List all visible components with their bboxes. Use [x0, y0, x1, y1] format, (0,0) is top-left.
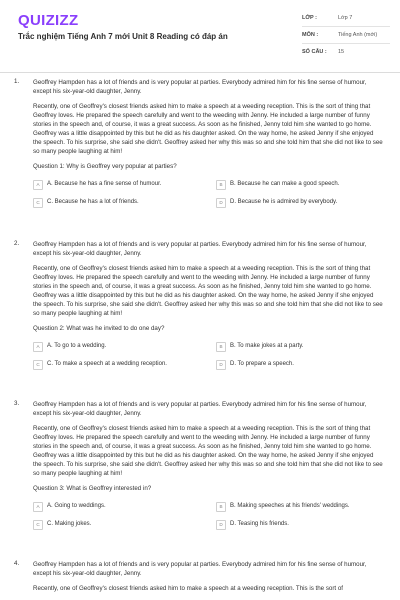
question-body: [33, 400, 383, 530]
option-letter-box: B: [216, 502, 226, 512]
passage-paragraph: Geoffrey Hampden has a lot of friends and is very popular at parties. Everybody admired him for his fine sense of humour, except his six-year-old daughter, Jenny.: [33, 561, 367, 577]
option-text: C. To make a speech at a wedding reception.: [47, 361, 167, 367]
quizizz-logo: QUIZIZZ: [18, 12, 79, 29]
option-b[interactable]: [216, 179, 383, 190]
meta-label: LỚP :: [302, 15, 317, 21]
option-text: B. Making speeches at his friends' weddings.: [230, 503, 350, 509]
option-letter-box: A: [33, 180, 43, 190]
passage-paragraph: Geoffrey Hampden has a lot of friends and is very popular at parties. Everybody admired him for his fine sense of humour, except his six-year-old daughter, Jenny.: [33, 401, 367, 417]
option-text: A. Going to weddings.: [47, 503, 106, 509]
option-letter-box: D: [216, 360, 226, 370]
option-text: D. Teasing his friends.: [230, 521, 289, 527]
meta-label: SỐ CÂU :: [302, 49, 327, 55]
option-letter-box: D: [216, 198, 226, 208]
option-c[interactable]: [33, 519, 216, 530]
answer-options: [33, 341, 383, 370]
question-body: [33, 240, 383, 370]
passage-paragraph: Recently, one of Geoffrey's closest friends asked him to make a speech at a weeding reception. This is the sort of thing that Geoffrey loves. He prepared the speech carefully and went to the weeding with Jenny. He included a large number of funny stories in the speech and, of course, it was a great success. As soon as he finished, Jenny told him she wanted to go home. Geoffrey was a little disappointed by this but he did as his daughter asked. On the way home, he asked Jenny if she enjoyed the speech. To his surprise, she said she didn't. Geoffrey asked her why this was so and she told him that she did not like to see so many people laughing at him!: [33, 265, 383, 317]
option-letter-box: A: [33, 342, 43, 352]
option-d[interactable]: [216, 359, 383, 370]
question-text: Question 1: Why is Geoffrey very popular at parties?: [33, 163, 177, 170]
option-letter-box: C: [33, 520, 43, 530]
question-number: 2.: [14, 240, 20, 247]
worksheet-header: [0, 0, 400, 72]
option-letter-box: B: [216, 180, 226, 190]
option-letter-box: C: [33, 198, 43, 208]
passage-paragraph: Geoffrey Hampden has a lot of friends and is very popular at parties. Everybody admired him for his fine sense of humour, except his six-year-old daughter, Jenny.: [33, 79, 367, 95]
passage-paragraph: Recently, one of Geoffrey's closest friends asked him to make a speech at a weeding reception. This is the sort of thing that Geoffrey loves. He prepared the speech carefully and went to the weeding with Jenny. He included a large number of funny stories in the speech and, of course, it was a great success. As soon as he finished, Jenny told him she wanted to go home. Geoffrey was a little disappointed by this but he did as his daughter asked. On the way home, he asked Jenny if she enjoyed the speech. To his surprise, she said she didn't. Geoffrey asked her why this was so and she told him that she did not like to see so many people laughing at him!: [33, 103, 383, 155]
option-a[interactable]: [33, 501, 216, 512]
option-text: A. Because he has a fine sense of humour.: [47, 181, 162, 187]
option-b[interactable]: [216, 341, 383, 352]
answer-options: [33, 179, 383, 208]
option-letter-box: D: [216, 520, 226, 530]
question-number: 4.: [14, 560, 20, 567]
passage-paragraph: Recently, one of Geoffrey's closest friends asked him to make a speech at a weeding reception. This is the sort of: [33, 585, 344, 592]
option-a[interactable]: [33, 341, 216, 352]
meta-value: Tiếng Anh (mới): [338, 32, 378, 38]
option-text: B. To make jokes at a party.: [230, 343, 304, 349]
answer-options: [33, 501, 383, 530]
option-d[interactable]: [216, 197, 383, 208]
question-body: [33, 560, 383, 599]
meta-row-class: [302, 10, 390, 27]
reading-passage: [33, 560, 383, 593]
option-text: C. Making jokes.: [47, 521, 92, 527]
option-a[interactable]: [33, 179, 216, 190]
option-letter-box: C: [33, 360, 43, 370]
header-divider: [0, 72, 400, 73]
worksheet-meta: [302, 10, 390, 60]
option-c[interactable]: [33, 359, 216, 370]
option-text: D. To prepare a speech.: [230, 361, 294, 367]
meta-value: Lớp 7: [338, 15, 353, 21]
passage-paragraph: Geoffrey Hampden has a lot of friends and is very popular at parties. Everybody admired him for his fine sense of humour, except his six-year-old daughter, Jenny.: [33, 241, 367, 257]
passage-paragraph: Recently, one of Geoffrey's closest friends asked him to make a speech at a weeding reception. This is the sort of thing that Geoffrey loves. He prepared the speech carefully and went to the weeding with Jenny. He included a large number of funny stories in the speech and, of course, it was a great success. As soon as he finished, Jenny told him she wanted to go home. Geoffrey was a little disappointed by this but he did as his daughter asked. On the way home, he asked Jenny if she enjoyed the speech. To his surprise, she said she didn't. Geoffrey asked her why this was so and she told him that she did not like to see so many people laughing at him!: [33, 425, 383, 477]
option-b[interactable]: [216, 501, 383, 512]
question-text: Question 2: What was he invited to do one day?: [33, 325, 165, 332]
option-c[interactable]: [33, 197, 216, 208]
meta-label: MÔN :: [302, 32, 319, 38]
question-body: [33, 78, 383, 208]
meta-row-count: [302, 44, 390, 60]
question-number: 1.: [14, 78, 20, 85]
reading-passage: [33, 78, 383, 156]
option-text: B. Because he can make a good speech.: [230, 181, 340, 187]
question-number: 3.: [14, 400, 20, 407]
option-text: A. To go to a wedding.: [47, 343, 107, 349]
option-letter-box: B: [216, 342, 226, 352]
reading-passage: [33, 240, 383, 318]
question-text: Question 3: What is Geoffrey interested in?: [33, 485, 152, 492]
worksheet-title: Trắc nghiệm Tiếng Anh 7 mới Unit 8 Reading có đáp án: [18, 32, 228, 41]
option-text: C. Because he has a lot of friends.: [47, 199, 139, 205]
option-text: D. Because he is admired by everybody.: [230, 199, 338, 205]
option-letter-box: A: [33, 502, 43, 512]
reading-passage: [33, 400, 383, 478]
meta-value: 15: [338, 49, 345, 55]
meta-row-subject: [302, 27, 390, 44]
option-d[interactable]: [216, 519, 383, 530]
